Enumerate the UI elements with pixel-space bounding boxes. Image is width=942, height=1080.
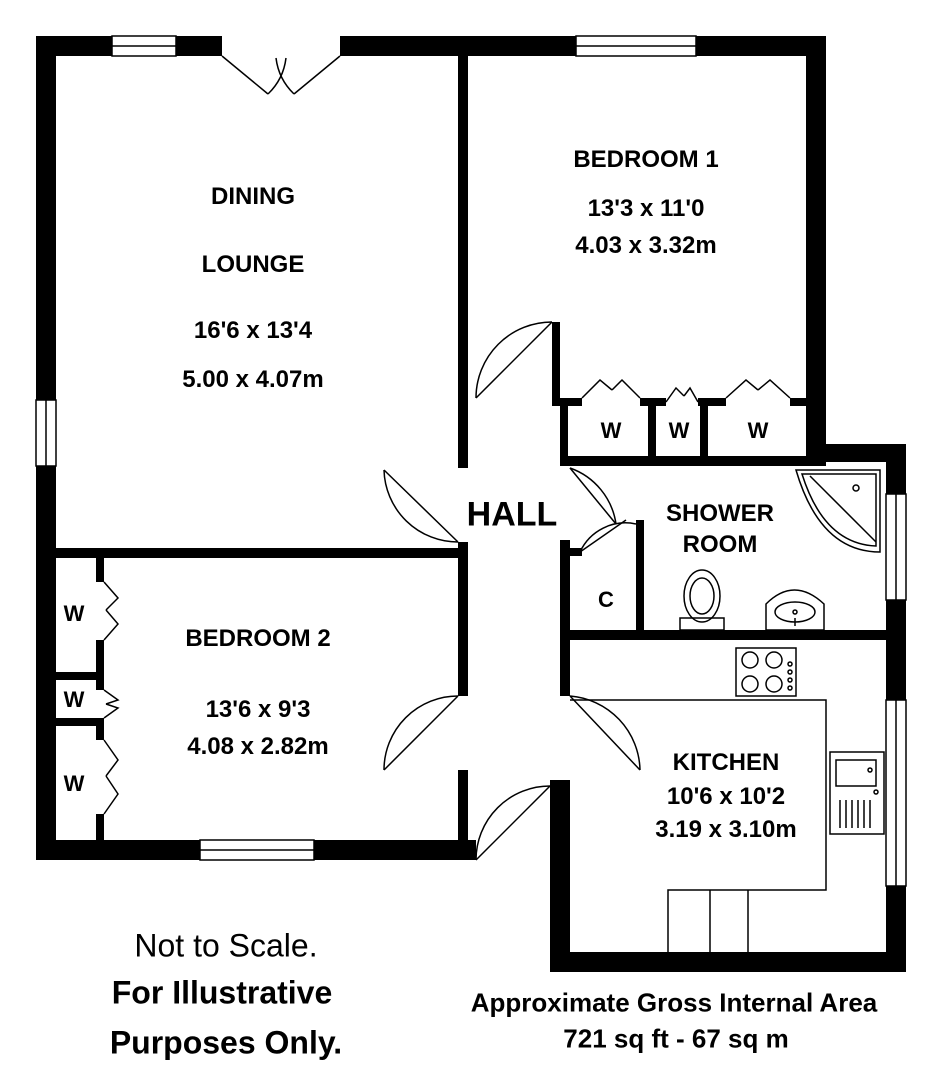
kitchen-imperial-size: 10'6 x 10'2 (666, 783, 786, 810)
wardrobe-label: W (668, 418, 690, 443)
shower-label: SHOWER (666, 500, 774, 527)
basin (766, 590, 824, 630)
room-label: ROOM (682, 531, 758, 558)
bedroom2-imperial-size: 13'6 x 9'3 (205, 696, 311, 723)
gross-area-value: 721 sq ft - 67 sq m (563, 1023, 789, 1054)
dining-label: DINING (211, 183, 295, 210)
kitchen-sink (830, 752, 884, 834)
wardrobe-label: W (600, 418, 622, 443)
gross-area-title: Approximate Gross Internal Area (470, 987, 878, 1018)
kitchen-metric-size: 3.19 x 3.10m (655, 816, 797, 843)
bedroom2-label: BEDROOM 2 (185, 625, 331, 652)
wardrobe-label: W (63, 771, 85, 796)
bedroom1-label: BEDROOM 1 (573, 146, 719, 173)
lounge-imperial-size: 16'6 x 13'4 (193, 317, 313, 344)
bedroom1-imperial-size: 13'3 x 11'0 (587, 195, 705, 222)
bedroom1-metric-size: 4.03 x 3.32m (575, 232, 717, 259)
toilet (680, 570, 724, 630)
illustrative-note: For Illustrative (111, 974, 333, 1011)
lounge-label: LOUNGE (201, 251, 305, 278)
purposes-only-note: Purposes Only. (109, 1024, 343, 1061)
kitchen-label: KITCHEN (672, 749, 780, 776)
shower-tray (796, 470, 880, 552)
interior-walls (56, 56, 886, 860)
wardrobe-label: W (63, 601, 85, 626)
hall-label: HALL (466, 495, 558, 534)
bedroom2-metric-size: 4.08 x 2.82m (187, 733, 329, 760)
lounge-metric-size: 5.00 x 4.07m (182, 366, 324, 393)
hob (736, 648, 796, 696)
not-to-scale-note: Not to Scale. (134, 927, 318, 964)
wardrobe-label: W (63, 687, 85, 712)
cupboard-label: C (598, 587, 614, 612)
wardrobe-label: W (747, 418, 769, 443)
